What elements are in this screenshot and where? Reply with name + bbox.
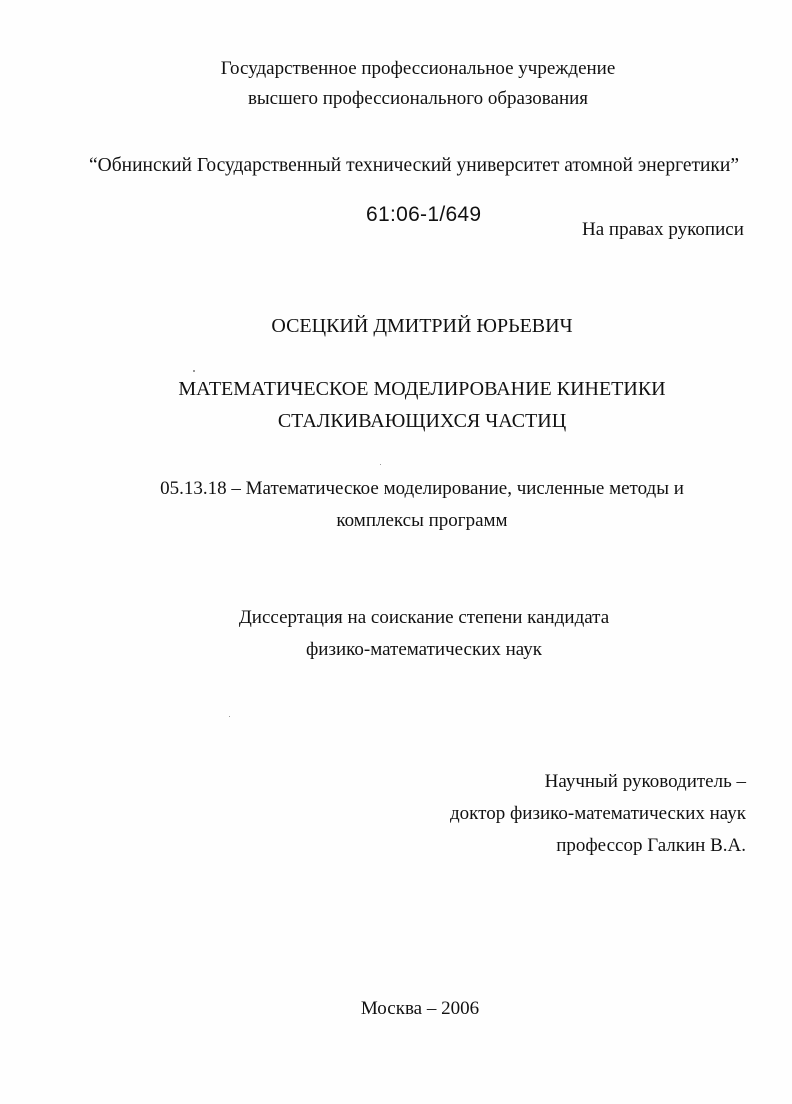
registration-code-stamp: 61:06-1/649 — [366, 203, 482, 226]
institution-line-2: высшего профессионального образования — [247, 88, 589, 109]
supervisor-degree: доктор физико-математических наук — [450, 803, 746, 824]
supervisor-name: профессор Галкин В.А. — [556, 835, 746, 856]
scan-speck — [193, 370, 195, 372]
degree-line-2: физико-математических наук — [305, 639, 543, 660]
degree-line-1: Диссертация на соискание степени кандидата — [238, 607, 610, 628]
specialty-line-1: 05.13.18 – Математическое моделирование, численные методы и — [160, 478, 684, 499]
scan-speck — [380, 464, 381, 465]
thesis-title-line-1: МАТЕМАТИЧЕСКОЕ МОДЕЛИРОВАНИЕ КИНЕТИКИ — [178, 378, 666, 400]
thesis-title-line-2: СТАЛКИВАЮЩИХСЯ ЧАСТИЦ — [277, 410, 567, 432]
university-name: “Обнинский Государственный технический университет атомной энергетики” — [89, 155, 739, 176]
scan-speck — [229, 716, 230, 717]
institution-line-1: Государственное профессиональное учреждение — [220, 58, 616, 79]
rights-note: На правах рукописи — [582, 219, 744, 240]
author-name: ОСЕЦКИЙ ДМИТРИЙ ЮРЬЕВИЧ — [271, 315, 573, 337]
city-year: Москва – 2006 — [360, 998, 480, 1019]
specialty-line-2: комплексы программ — [336, 510, 508, 531]
supervisor-label: Научный руководитель – — [544, 771, 746, 792]
